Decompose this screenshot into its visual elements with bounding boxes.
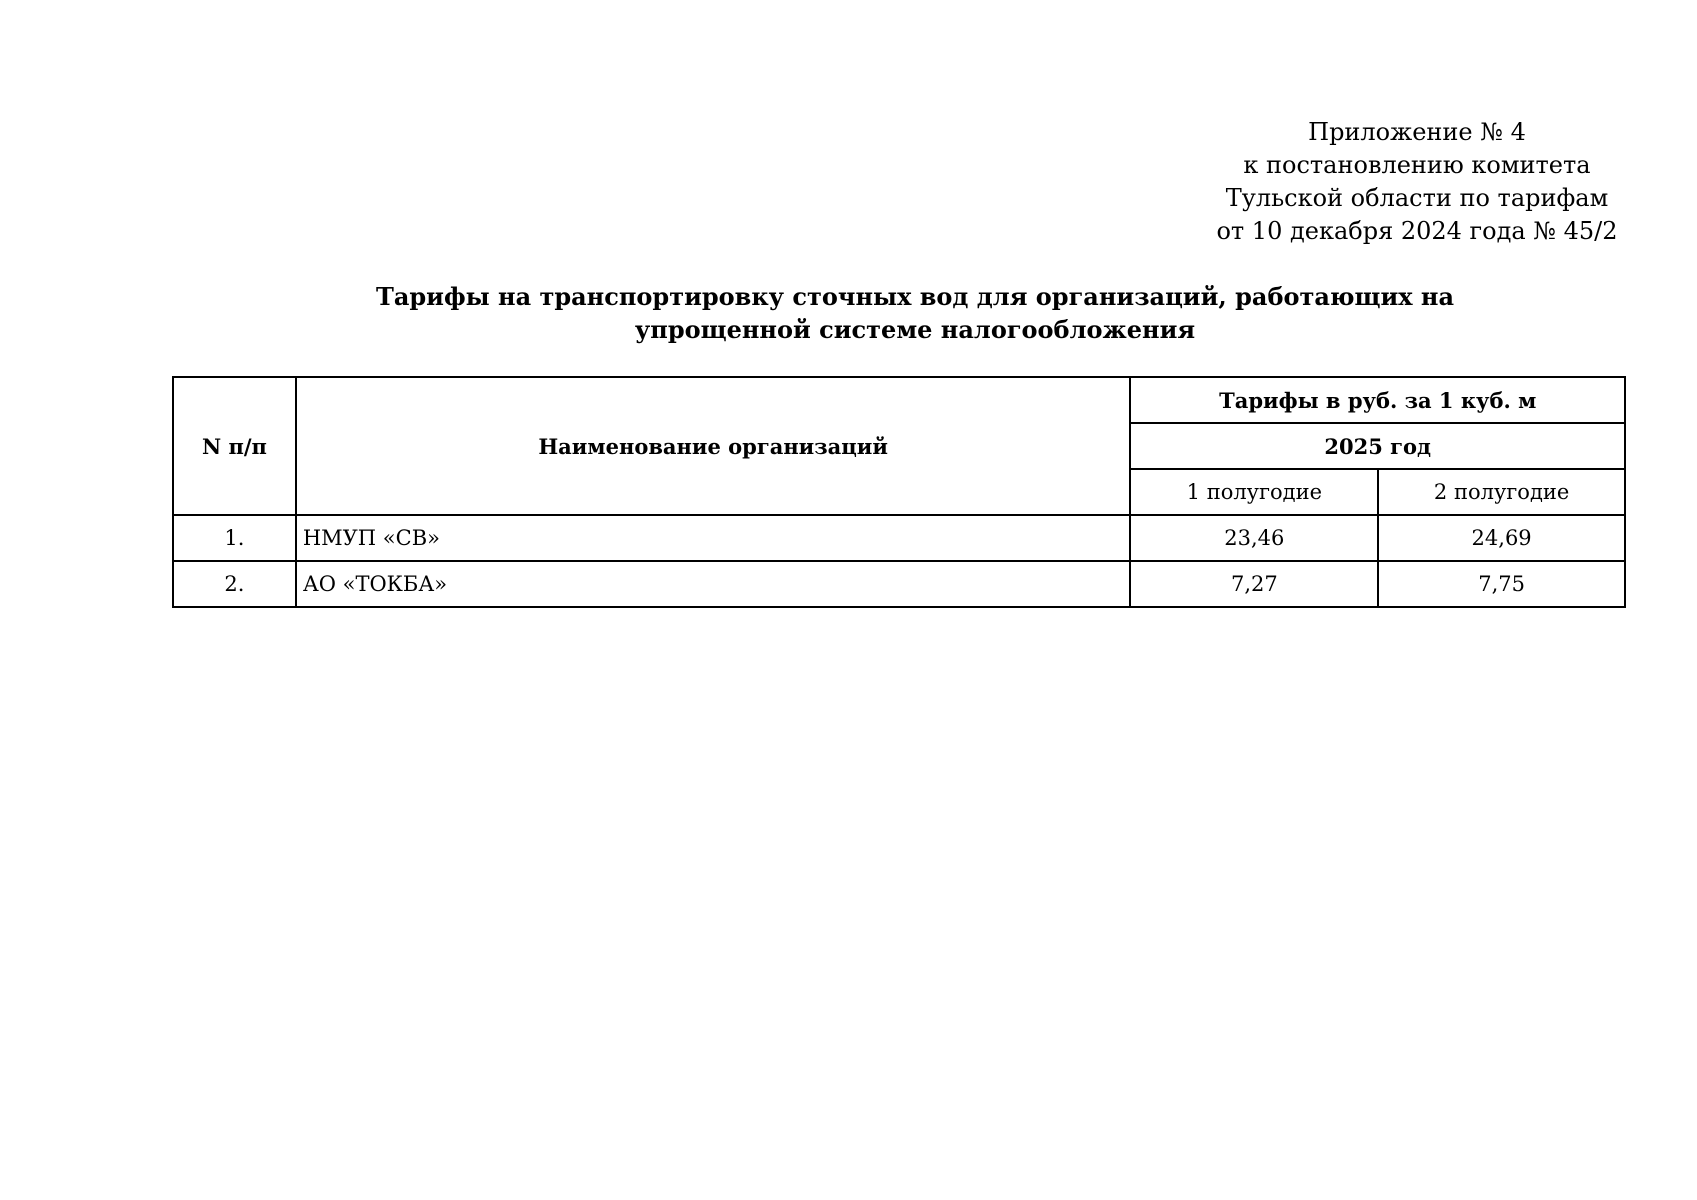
tariffs-table (172, 376, 1626, 608)
header-organization: Наименование организаций (296, 377, 1131, 515)
header-year: 2025 год (1130, 423, 1625, 469)
row-half-2-value: 24,69 (1378, 515, 1625, 561)
row-number: 2. (173, 561, 296, 607)
appendix-header (1207, 116, 1627, 248)
table-row (173, 515, 1625, 561)
table-row (173, 561, 1625, 607)
header-half-2: 2 полугодие (1378, 469, 1625, 515)
appendix-line-1: Приложение № 4 (1308, 118, 1526, 146)
appendix-line-4: от 10 декабря 2024 года № 45/2 (1216, 217, 1618, 245)
row-organization: АО «ТОКБА» (296, 561, 1131, 607)
row-half-2-value: 7,75 (1378, 561, 1625, 607)
row-half-1-value: 23,46 (1130, 515, 1378, 561)
header-number: N п/п (173, 377, 296, 515)
appendix-line-2: к постановлению комитета (1243, 151, 1591, 179)
row-number: 1. (173, 515, 296, 561)
document-title: Тарифы на транспортировку сточных вод для организаций, работающих на упрощенной системе налогообложения (375, 282, 1455, 344)
header-half-1: 1 полугодие (1130, 469, 1378, 515)
appendix-line-3: Тульской области по тарифам (1225, 184, 1609, 212)
row-organization: НМУП «СВ» (296, 515, 1131, 561)
header-row-1 (173, 377, 1625, 423)
row-half-1-value: 7,27 (1130, 561, 1378, 607)
header-tariffs: Тарифы в руб. за 1 куб. м (1130, 377, 1625, 423)
